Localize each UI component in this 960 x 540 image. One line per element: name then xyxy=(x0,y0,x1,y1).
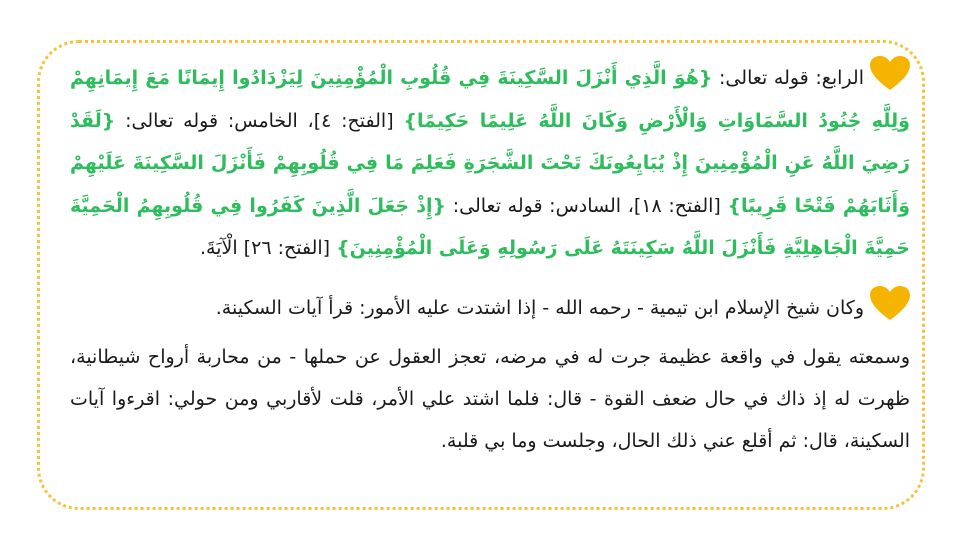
item-label-fourth: الرابع: قوله تعالى: xyxy=(712,67,864,89)
verse-reference-fath-26: [الفتح: ٢٦] الْآيَةَ. xyxy=(200,237,337,259)
paragraph-ibn-taymiyyah xyxy=(70,286,910,326)
paragraph-text: وكان شيخ الإسلام ابن تيمية - رحمه الله - إذا اشتدت عليه الأمور: قرأ آيات السكينة. xyxy=(215,296,864,319)
document-body xyxy=(70,56,910,462)
quran-verse-fath-26: {إِذْ جَعَلَ الَّذِينَ كَفَرُوا فِي قُلُوبِهِمُ الْحَمِيَّةَ حَمِيَّةَ الْجَاهِلِيَّةِ فَأَنْزَلَ اللَّهُ سَكِينَتَهُ عَلَى رَسُولِهِ وَعَلَى الْمُؤْمِنِينَ} xyxy=(70,194,910,259)
quran-verse-fath-4: {هُوَ الَّذِي أَنْزَلَ السَّكِينَةَ فِي قُلُوبِ الْمُؤْمِنِينَ لِيَزْدَادُوا إِيمَانًا مَعَ إِيمَانِهِمْ وَلِلَّهِ جُنُودُ السَّمَاوَاتِ وَالْأَرْضِ وَكَانَ اللَّهُ عَلِيمًا حَكِيمًا} xyxy=(70,67,910,132)
verse-reference-fath-4: [الفتح: ٤]، الخامس: قوله تعالى: xyxy=(115,109,404,132)
verse-reference-fath-18: [الفتح: ١٨]، السادس: قوله تعالى: xyxy=(446,194,728,217)
heart-icon xyxy=(870,286,910,322)
heart-icon xyxy=(870,56,910,92)
paragraph-illness-story: وسمعته يقول في واقعة عظيمة جرت له في مرضه، تعجز العقول عن حملها - من محاربة أرواح شيطانية، ظهرت له إذ ذاك في حال ضعف القوة - قال: فلما اشتد علي الأمر، قلت لأقاربي ومن حولي: اقرءوا آيات السكينة، قال: ثم أقلع عني ذلك الحال، وجلست وما بي قلبة. xyxy=(70,345,910,452)
quran-verse-fath-18: {لَقَدْ رَضِيَ اللَّهُ عَنِ الْمُؤْمِنِينَ إِذْ يُبَايِعُونَكَ تَحْتَ الشَّجَرَةِ فَعَلِمَ مَا فِي قُلُوبِهِمْ فَأَنْزَلَ السَّكِينَةَ عَلَيْهِمْ وَأَثَابَهُمْ فَتْحًا قَرِيبًا} xyxy=(70,109,911,217)
paragraph-sakina-verses xyxy=(70,56,910,270)
